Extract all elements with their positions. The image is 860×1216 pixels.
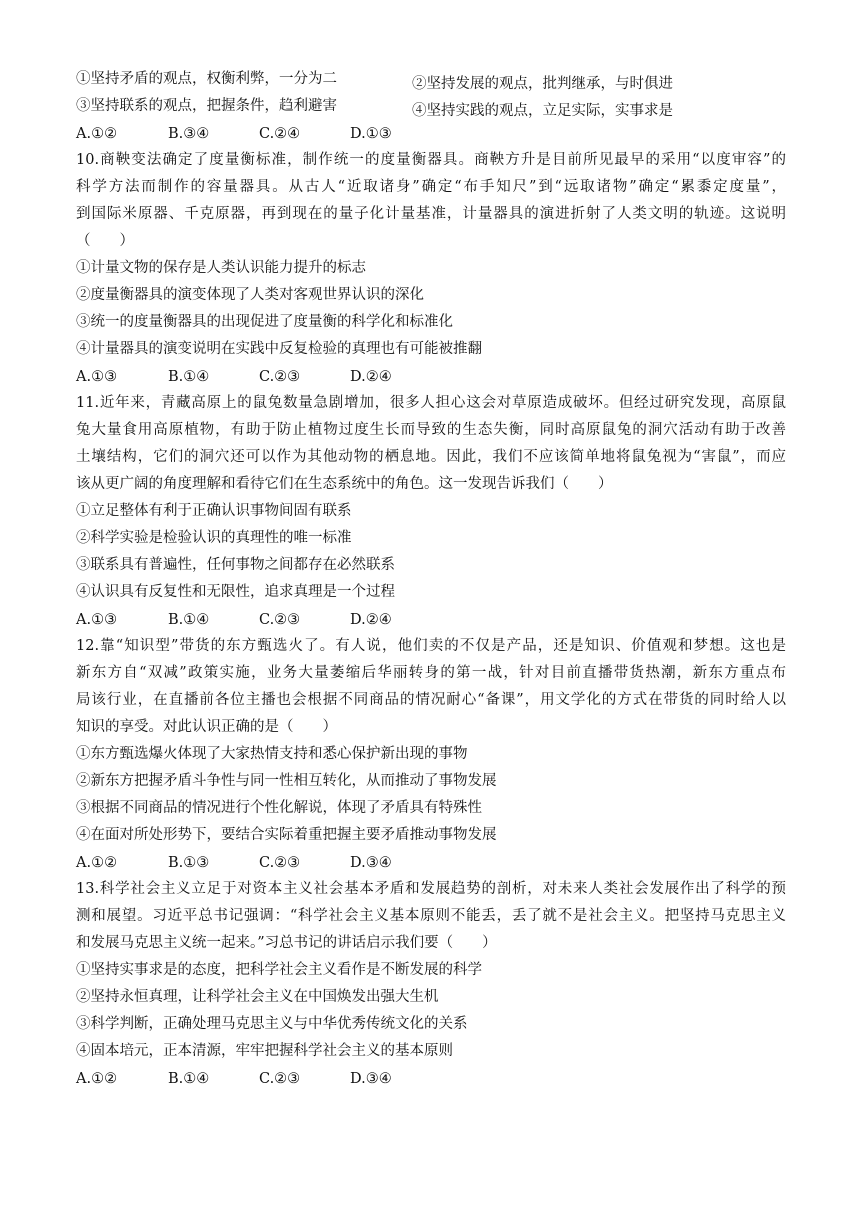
q13-answer-d: D.③④ [350, 1071, 392, 1087]
q12-option-1: ①东方甄选爆火体现了大家热情支持和悉心保护新出现的事物 [76, 746, 468, 762]
q12-stem-line-4: 知识的享受。对此认识正确的是（ ） [76, 719, 337, 735]
q13-answer-b: B.①④ [168, 1071, 210, 1087]
q11-option-4: ④认识具有反复性和无限性，追求真理是一个过程 [76, 584, 395, 600]
q12-answer-d: D.③④ [350, 855, 392, 871]
q11-option-1: ①立足整体有利于正确认识事物间固有联系 [76, 503, 352, 519]
q10-option-3: ③统一的度量衡器具的出现促进了度量衡的科学化和标准化 [76, 314, 453, 330]
q10-answer-a: A.①③ [76, 369, 118, 385]
q10-option-4: ④计量器具的演变说明在实践中反复检验的真理也有可能被推翻 [76, 341, 482, 357]
q11-stem-line-3: 土壤结构，它们的洞穴还可以作为其他动物的栖息地。因此，我们不应该简单地将鼠兔视为“害鼠”，而应 [76, 449, 786, 465]
q11-option-3: ③联系具有普遍性，任何事物之间都存在必然联系 [76, 557, 395, 573]
q10-answer-c: C.②③ [259, 369, 301, 385]
q13-option-4: ④固本培元，正本清源，牢牢把握科学社会主义的基本原则 [76, 1043, 453, 1059]
q13-option-2: ②坚持永恒真理，让科学社会主义在中国焕发出强大生机 [76, 989, 439, 1005]
q10-stem-line-4: （ ） [76, 233, 134, 249]
intro-option-3: ③坚持联系的观点，把握条件，趋利避害 [76, 98, 337, 114]
q10-option-1: ①计量文物的保存是人类认识能力提升的标志 [76, 260, 366, 276]
intro-answer-a: A.①② [76, 126, 118, 142]
q10-stem-line-2: 科学方法而制作的容量器具。从古人“近取诸身”确定“布手知尺”到“远取诸物”确定“累黍定度量”， [76, 179, 786, 195]
q13-stem-line-1: 13.科学社会主义立足于对资本主义社会基本矛盾和发展趋势的剖析，对未来人类社会发展作出了科学的预 [76, 881, 786, 897]
q12-stem-line-1: 12.靠“知识型”带货的东方甄选火了。有人说，他们卖的不仅是产品，还是知识、价值观和梦想。这也是 [76, 638, 786, 654]
q12-stem-line-3: 局该行业，在直播前各位主播也会根据不同商品的情况耐心“备课”，用文学化的方式在带货的同时给人以 [76, 692, 786, 708]
q13-stem-line-2: 测和展望。习近平总书记强调：“科学社会主义基本原则不能丢，丢了就不是社会主义。把坚持马克思主义 [76, 908, 786, 924]
q11-stem-line-2: 兔大量食用高原植物，有助于防止植物过度生长而导致的生态失衡，同时高原鼠兔的洞穴活动有助于改善 [76, 422, 786, 438]
q12-option-2: ②新东方把握矛盾斗争性与同一性相互转化，从而推动了事物发展 [76, 773, 497, 789]
q12-option-4: ④在面对所处形势下，要结合实际着重把握主要矛盾推动事物发展 [76, 827, 497, 843]
intro-option-2: ②坚持发展的观点，批判继承，与时俱进 [412, 76, 673, 92]
intro-answer-b: B.③④ [168, 126, 210, 142]
q11-answer-c: C.②③ [259, 612, 301, 628]
q13-stem-line-3: 和发展马克思主义统一起来。”习总书记的讲话启示我们要（ ） [76, 935, 497, 951]
q10-answer-d: D.②④ [350, 369, 392, 385]
q12-option-3: ③根据不同商品的情况进行个性化解说，体现了矛盾具有特殊性 [76, 800, 482, 816]
q11-answer-a: A.①③ [76, 612, 118, 628]
q13-answer-c: C.②③ [259, 1071, 301, 1087]
q11-stem-line-4: 该从更广阔的角度理解和看待它们在生态系统中的角色。这一发现告诉我们（ ） [76, 476, 613, 492]
q11-stem-line-1: 11.近年来，青藏高原上的鼠兔数量急剧增加，很多人担心这会对草原造成破坏。但经过研究发现，高原鼠 [76, 395, 786, 411]
intro-option-1: ①坚持矛盾的观点，权衡利弊，一分为二 [76, 71, 337, 87]
q11-option-2: ②科学实验是检验认识的真理性的唯一标准 [76, 530, 352, 546]
q10-option-2: ②度量衡器具的演变体现了人类对客观世界认识的深化 [76, 287, 424, 303]
intro-answer-c: C.②④ [259, 126, 301, 142]
q13-option-3: ③科学判断，正确处理马克思主义与中华优秀传统文化的关系 [76, 1016, 468, 1032]
q10-stem-line-1: 10.商鞅变法确定了度量衡标准，制作统一的度量衡器具。商鞅方升是目前所见最早的采用“以度审容”的 [76, 152, 786, 168]
q13-option-1: ①坚持实事求是的态度，把科学社会主义看作是不断发展的科学 [76, 962, 482, 978]
q12-answer-b: B.①③ [168, 855, 210, 871]
q12-stem-line-2: 新东方自“双减”政策实施，业务大量萎缩后华丽转身的第一战，针对目前直播带货热潮，新东方重点布 [76, 665, 786, 681]
q11-answer-b: B.①④ [168, 612, 210, 628]
q13-answer-a: A.①② [76, 1071, 118, 1087]
intro-answer-d: D.①③ [350, 126, 392, 142]
q12-answer-a: A.①② [76, 855, 118, 871]
intro-option-4: ④坚持实践的观点，立足实际，实事求是 [412, 103, 673, 119]
q12-answer-c: C.②③ [259, 855, 301, 871]
q10-stem-line-3: 到国际米原器、千克原器，再到现在的量子化计量基准，计量器具的演进折射了人类文明的轨迹。这说明 [76, 206, 786, 222]
q11-answer-d: D.②④ [350, 612, 392, 628]
q10-answer-b: B.①④ [168, 369, 210, 385]
